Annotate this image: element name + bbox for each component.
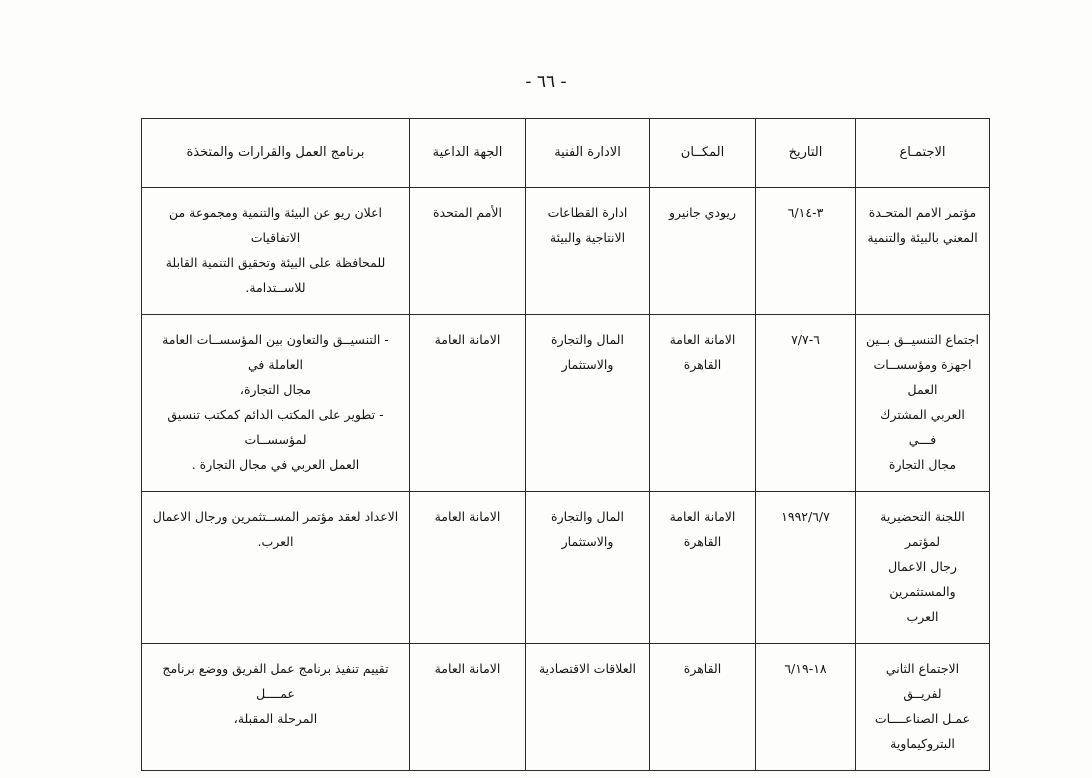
table-header-row	[142, 119, 990, 188]
table-row	[142, 188, 990, 315]
text-line: ريودي جانيرو	[668, 205, 737, 220]
table-row	[142, 644, 990, 771]
cell-date	[756, 188, 856, 315]
text-line: اعلان ريو عن البيئة والتنمية ومجموعة من الاتفاقيات	[168, 205, 383, 245]
cell-department	[526, 644, 650, 771]
text-line: ١٩٩٢/٦/٧	[781, 509, 830, 524]
text-line: ٣-٦/١٤	[787, 205, 824, 220]
cell-meeting	[856, 188, 990, 315]
text-line: العرب	[906, 609, 939, 624]
text-line: مجال التجارة،	[239, 382, 312, 397]
text-line: والاستثمار	[561, 534, 614, 549]
cell-department	[526, 492, 650, 644]
column-header-department: الادارة الفنية	[526, 119, 650, 188]
text-line: المرحلة المقبلة،	[233, 711, 318, 726]
text-line: اجهزة ومؤسســات العمل	[873, 357, 972, 397]
text-line: الاجتماع الثاني لفريــق	[885, 661, 960, 701]
text-line: المال والتجارة	[551, 332, 624, 347]
cell-place	[650, 188, 756, 315]
table-header	[142, 119, 990, 188]
cell-inviter	[410, 492, 526, 644]
text-line: والاستثمار	[561, 357, 614, 372]
text-line: عمـل الصناعــــات	[874, 711, 971, 726]
text-line: اجتماع التنسيــق بــين	[865, 332, 979, 347]
cell-meeting	[856, 492, 990, 644]
meetings-table	[141, 118, 990, 771]
column-header-place: المكــان	[650, 119, 756, 188]
cell-inviter	[410, 188, 526, 315]
text-line: الانتاجية والبيئة	[549, 230, 626, 245]
table-row	[142, 492, 990, 644]
text-line: للمحافظة على البيئة وتحقيق التنمية القابلة للاســتدامة.	[165, 255, 386, 295]
column-header-date: التاريخ	[756, 119, 856, 188]
cell-department	[526, 315, 650, 492]
text-line: الامانة العامة	[669, 332, 736, 347]
text-line: المعني بالبيئة والتنمية	[867, 230, 978, 245]
cell-meeting	[856, 644, 990, 771]
text-line: مجال التجارة	[888, 457, 957, 472]
table-body	[142, 188, 990, 771]
text-line: القاهرة	[683, 661, 722, 676]
cell-inviter	[410, 315, 526, 492]
table-row	[142, 315, 990, 492]
text-line: القاهرة	[683, 357, 722, 372]
text-line: الامانة العامة	[434, 661, 501, 676]
text-line: الامانة العامة	[434, 332, 501, 347]
cell-department	[526, 188, 650, 315]
text-line: الامانة العامة	[434, 509, 501, 524]
cell-date	[756, 492, 856, 644]
text-line: ٦-٧/٧	[791, 332, 820, 347]
cell-place	[650, 644, 756, 771]
column-header-meeting: الاجتمـاع	[856, 119, 990, 188]
text-line: رجال الاعمال والمستثمرين	[888, 559, 957, 599]
text-line: الاعداد لعقد مؤتمر المســتثمرين ورجال الاعمال العرب.	[152, 509, 399, 549]
text-line: القاهرة	[683, 534, 722, 549]
text-line: الأمم المتحدة	[432, 205, 503, 220]
text-line: العربي المشترك فـــي	[880, 407, 965, 447]
text-line: البتروكيماوية	[890, 736, 955, 751]
cell-date	[756, 644, 856, 771]
text-line: العمل العربي في مجال التجارة .	[191, 457, 360, 472]
text-line: العلاقات الاقتصادية	[538, 661, 637, 676]
cell-place	[650, 315, 756, 492]
text-line: تقييم تنفيذ برنامج عمل الفريق ووضع برنامج عمــــل	[162, 661, 389, 701]
cell-program	[142, 644, 410, 771]
cell-date	[756, 315, 856, 492]
text-line: - تطوير على المكتب الدائم كمكتب تنسيق لمؤسســات	[167, 407, 384, 447]
column-header-program: برنامج العمل والقرارات والمتخذة	[142, 119, 410, 188]
text-line: - التنسيــق والتعاون بين المؤسســات العامة العاملة في	[162, 332, 389, 372]
column-header-inviter: الجهة الداعية	[410, 119, 526, 188]
text-line: ادارة القطاعات	[547, 205, 628, 220]
cell-inviter	[410, 644, 526, 771]
meetings-table-container	[142, 118, 990, 771]
cell-program	[142, 315, 410, 492]
text-line: ١٨-٦/١٩	[784, 661, 827, 676]
text-line: المال والتجارة	[551, 509, 624, 524]
cell-program	[142, 188, 410, 315]
cell-meeting	[856, 315, 990, 492]
text-line: الامانة العامة	[669, 509, 736, 524]
page-number: ‐ ٦٦ ‐	[525, 72, 567, 92]
cell-place	[650, 492, 756, 644]
cell-program	[142, 492, 410, 644]
text-line: اللجنة التحضيرية لمؤتمر	[880, 509, 965, 549]
text-line: مؤتمر الامم المتحـدة	[868, 205, 977, 220]
